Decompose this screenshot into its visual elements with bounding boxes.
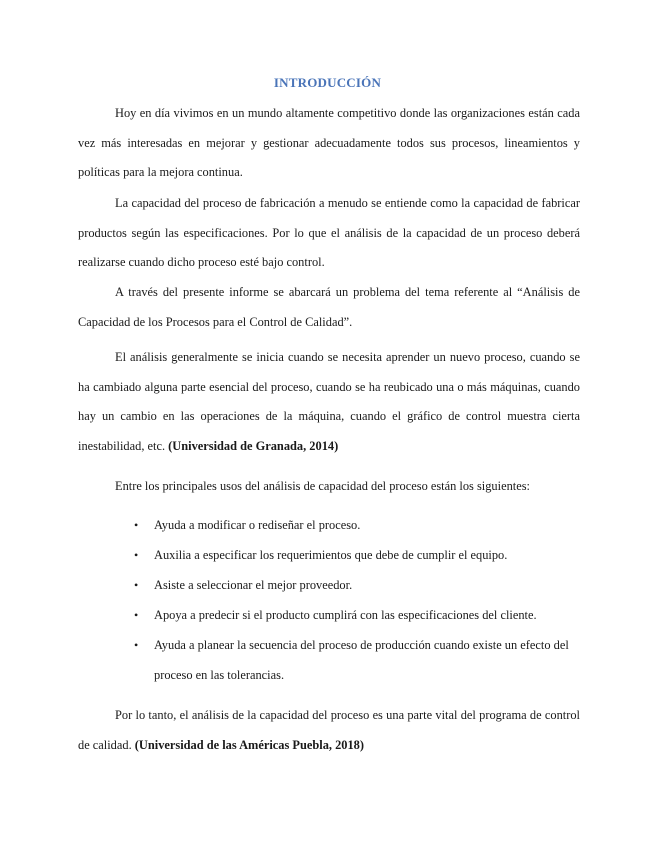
paragraph-text: A través del presente informe se abarcará un problema del tema referente al “Análisis de Capacidad de los Procesos para el Control de Calidad”.	[78, 285, 580, 329]
paragraph-report	[78, 278, 580, 337]
list-item	[78, 600, 580, 630]
list-item	[78, 510, 580, 540]
paragraph-text: Por lo tanto, el análisis de la capacidad del proceso es una parte vital del programa de control de calidad.	[78, 708, 580, 752]
paragraph-intro	[78, 99, 580, 188]
paragraph-uses-intro	[78, 472, 580, 502]
paragraph-text: La capacidad del proceso de fabricación a menudo se entiende como la capacidad de fabricar productos según las especificaciones. Por lo que el análisis de la capacidad de un proceso deberá realizarse cuando dicho proceso esté bajo control.	[78, 196, 580, 269]
uses-list	[78, 510, 580, 690]
list-item	[78, 570, 580, 600]
list-item-text: Asiste a seleccionar el mejor proveedor.	[154, 578, 353, 592]
list-item-text: Ayuda a planear la secuencia del proceso de producción cuando existe un efecto del proceso en las tolerancias.	[154, 638, 569, 682]
bullet-icon: •	[134, 608, 139, 622]
list-item	[78, 540, 580, 570]
citation: (Universidad de Granada, 2014)	[168, 438, 339, 453]
page-title: INTRODUCCIÓN	[273, 75, 382, 90]
list-item	[78, 630, 580, 690]
bullet-icon: •	[134, 638, 139, 652]
citation: (Universidad de las Américas Puebla, 2018)	[134, 737, 365, 752]
bullet-icon: •	[134, 578, 139, 592]
paragraph-capacity	[78, 189, 580, 278]
paragraph-closing	[78, 701, 580, 760]
paragraph-text: Hoy en día vivimos en un mundo altamente competitivo donde las organizaciones están cada vez más interesadas en mejorar y gestionar adecuadamente todos sus procesos, lineamientos y políticas para la mejora continua.	[78, 106, 580, 179]
list-item-text: Ayuda a modificar o rediseñar el proceso.	[154, 518, 361, 532]
paragraph-text: El análisis generalmente se inicia cuando se necesita aprender un nuevo proceso, cuando se ha cambiado alguna parte esencial del proceso, cuando se ha reubicado una o más máquinas, cuando hay un cambio en las operaciones de la máquina, cuando el gráfico de control muestra cierta inestabilidad, etc.	[78, 350, 580, 453]
bullet-icon: •	[134, 548, 139, 562]
paragraph-analysis	[78, 343, 580, 461]
bullet-icon: •	[134, 518, 139, 532]
list-item-text: Apoya a predecir si el producto cumplirá con las especificaciones del cliente.	[154, 608, 537, 622]
paragraph-text: Entre los principales usos del análisis de capacidad del proceso están los siguientes:	[115, 479, 530, 493]
list-item-text: Auxilia a especificar los requerimientos que debe de cumplir el equipo.	[154, 548, 508, 562]
